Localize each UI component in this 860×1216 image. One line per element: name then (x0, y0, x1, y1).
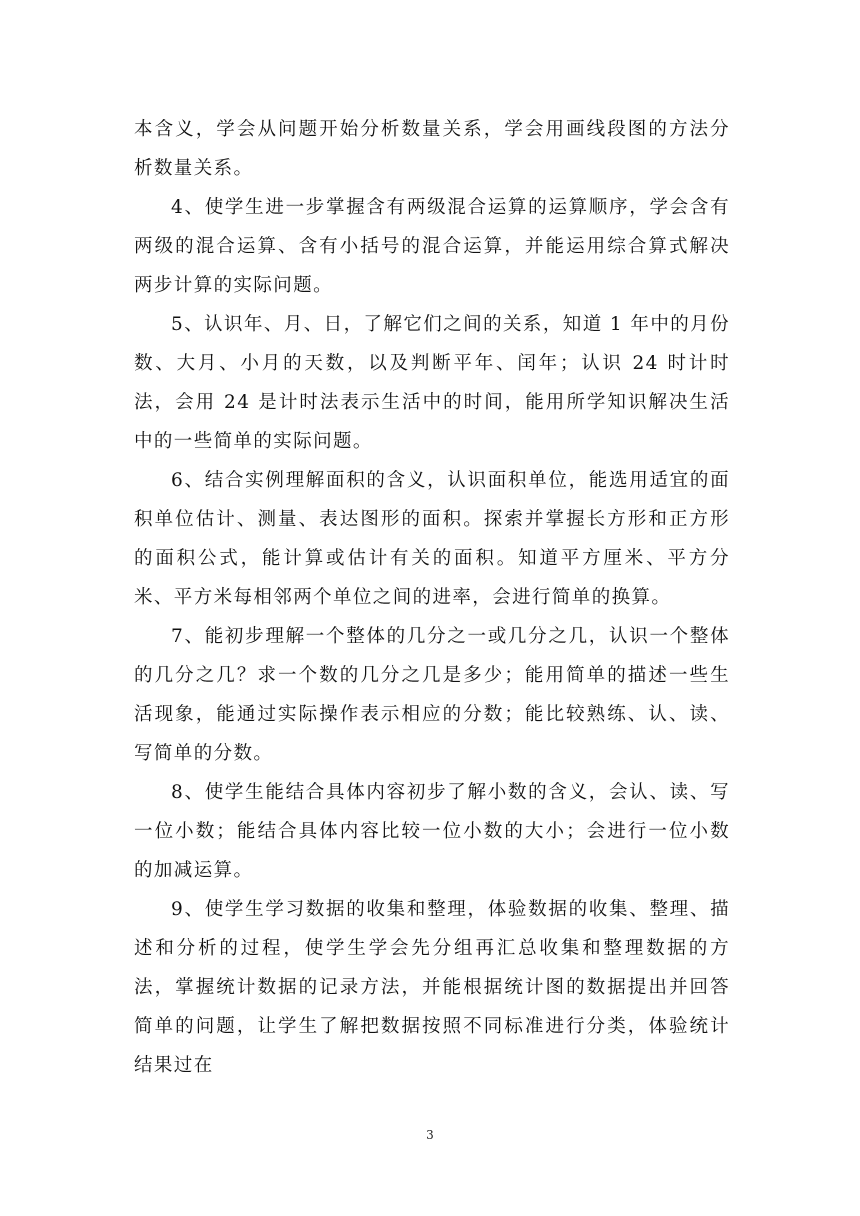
paragraph-item-9: 9、使学生学习数据的收集和整理，体验数据的收集、整理、描述和分析的过程，使学生学会先分组再汇总收集和整理数据的方法，掌握统计数据的记录方法，并能根据统计图的数据提出并回答简单的问题，让学生了解把数据按照不同标准进行分类，体验统计结果过在 (134, 899, 730, 1076)
paragraph-item-4: 4、使学生进一步掌握含有两级混合运算的运算顺序，学会含有两级的混合运算、含有小括号的混合运算，并能运用综合算式解决两步计算的实际问题。 (134, 197, 730, 296)
paragraph-continuation: 本含义，学会从问题开始分析数量关系，学会用画线段图的方法分析数量关系。 (134, 119, 730, 179)
paragraph-item-5: 5、认识年、月、日，了解它们之间的关系，知道 1 年中的月份数、大月、小月的天数，以及判断平年、闰年；认识 24 时计时法，会用 24 是计时法表示生活中的时间，能用所学知识解决生活中的一些简单的实际问题。 (134, 314, 730, 452)
paragraph-item-6: 6、结合实例理解面积的含义，认识面积单位，能选用适宜的面积单位估计、测量、表达图形的面积。探索并掌握长方形和正方形的面积公式，能计算或估计有关的面积。知道平方厘米、平方分米、平方米每相邻两个单位之间的进率，会进行简单的换算。 (134, 470, 730, 608)
paragraph-item-7: 7、能初步理解一个整体的几分之一或几分之几，认识一个整体的几分之几？求一个数的几分之几是多少；能用简单的描述一些生活现象，能通过实际操作表示相应的分数；能比较熟练、认、读、写简单的分数。 (134, 626, 730, 764)
paragraph-item-8: 8、使学生能结合具体内容初步了解小数的含义，会认、读、写一位小数；能结合具体内容比较一位小数的大小；会进行一位小数的加减运算。 (134, 782, 730, 881)
page-number: 3 (426, 1128, 434, 1142)
body-text (134, 110, 730, 1085)
